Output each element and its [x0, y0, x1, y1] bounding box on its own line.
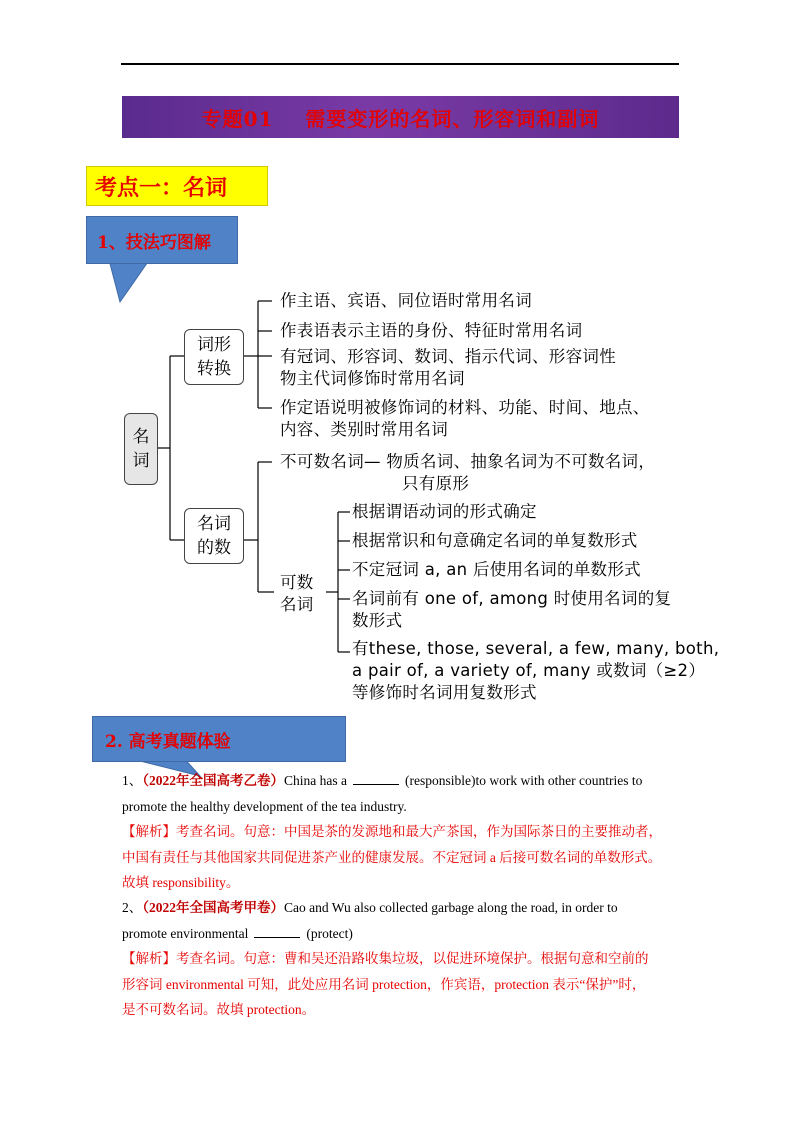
q2-analysis-line2: 形容词 environmental 可知，此处应用名词 protection，作宾语，protection 表示“保护”时， [122, 976, 646, 992]
q1-analysis-line3: 故填 responsibility。 [122, 875, 240, 890]
callout-exam-label: 2. 高考真题体验 [105, 731, 231, 752]
q2-text-before: Cao and Wu also collected garbage along the road, in order to [284, 900, 618, 915]
q2-source: （2022年全国高考甲卷） [142, 900, 284, 915]
branch-node-number [184, 508, 244, 564]
q1-text-after: (responsible)to work with other countries to [405, 773, 643, 788]
branch2-line1: 名词 [197, 514, 231, 534]
uncountable-noun-item: 不可数名词— 物质名词、抽象名词为不可数名词， 只有原形 [280, 452, 656, 493]
form-change-item-1: 作主语、宾语、同位语时常用名词 [280, 291, 532, 310]
countable-item-1: 根据谓语动词的形式确定 [352, 502, 537, 521]
countable-item-2: 根据常识和句意确定名词的单复数形式 [352, 531, 638, 550]
q2-blank [254, 925, 300, 938]
q1-analysis-line2: 中国有责任与其他国家共同促进茶产业的健康发展。不定冠词 a 后接可数名词的单数形式。 [122, 849, 662, 865]
q2-analysis-line3: 是不可数名词。故填 protection。 [122, 1002, 316, 1017]
countable-noun-label: 可数 名词 [280, 573, 314, 614]
form-change-item-3: 有冠词、形容词、数词、指示代词、形容词性 物主代词修饰时常用名词 [280, 347, 616, 388]
q2-text-line2: promote environmental [122, 925, 249, 941]
q1-text-before: China has a [284, 773, 347, 788]
countable-item-3: 不定冠词 a, an 后使用名词的单数形式 [352, 560, 641, 579]
question-1 [122, 768, 682, 896]
branch1-line2: 转换 [197, 359, 231, 379]
q2-number: 2、 [122, 900, 143, 915]
q1-blank [353, 772, 399, 785]
banner-title: 专题01 需要变形的名词、形容词和副词 [201, 106, 600, 131]
callout-technique-label: 1、技法巧图解 [97, 232, 211, 253]
root-node-noun [124, 413, 158, 485]
section-heading-text: 考点一：名词 [95, 174, 228, 201]
q2-text-after: (protect) [306, 925, 353, 941]
countable-item-5: 有these, those, several, a few, many, both, a pair of, a variety of, many 或数词（≥2） 等修饰时名词用复数形式 [352, 639, 720, 702]
countable-item-4: 名词前有 one of, among 时使用名词的复 数形式 [352, 589, 672, 630]
branch1-line1: 词形 [197, 335, 231, 355]
branch2-line2: 的数 [197, 538, 231, 558]
q1-analysis-line1: 【解析】考查名词。句意：中国是茶的发源地和最大产茶国，作为国际茶日的主要推动者， [122, 824, 662, 839]
form-change-item-4: 作定语说明被修饰词的材料、功能、时间、地点、 内容、类别时常用名词 [280, 398, 650, 439]
q1-source: （2022年全国高考乙卷） [142, 773, 284, 788]
q1-number: 1、 [122, 773, 143, 788]
root-char-2: 词 [132, 451, 150, 471]
branch-node-form-change [184, 329, 244, 385]
root-char-1: 名 [132, 427, 150, 447]
q1-text-line2: promote the healthy development of the tea industry. [122, 798, 407, 814]
question-2 [122, 895, 682, 1023]
q2-analysis-line1: 【解析】考查名词。句意：曹和吴还沿路收集垃圾，以促进环境保护。根据句意和空前的 [122, 951, 649, 966]
form-change-item-2: 作表语表示主语的身份、特征时常用名词 [280, 321, 583, 340]
